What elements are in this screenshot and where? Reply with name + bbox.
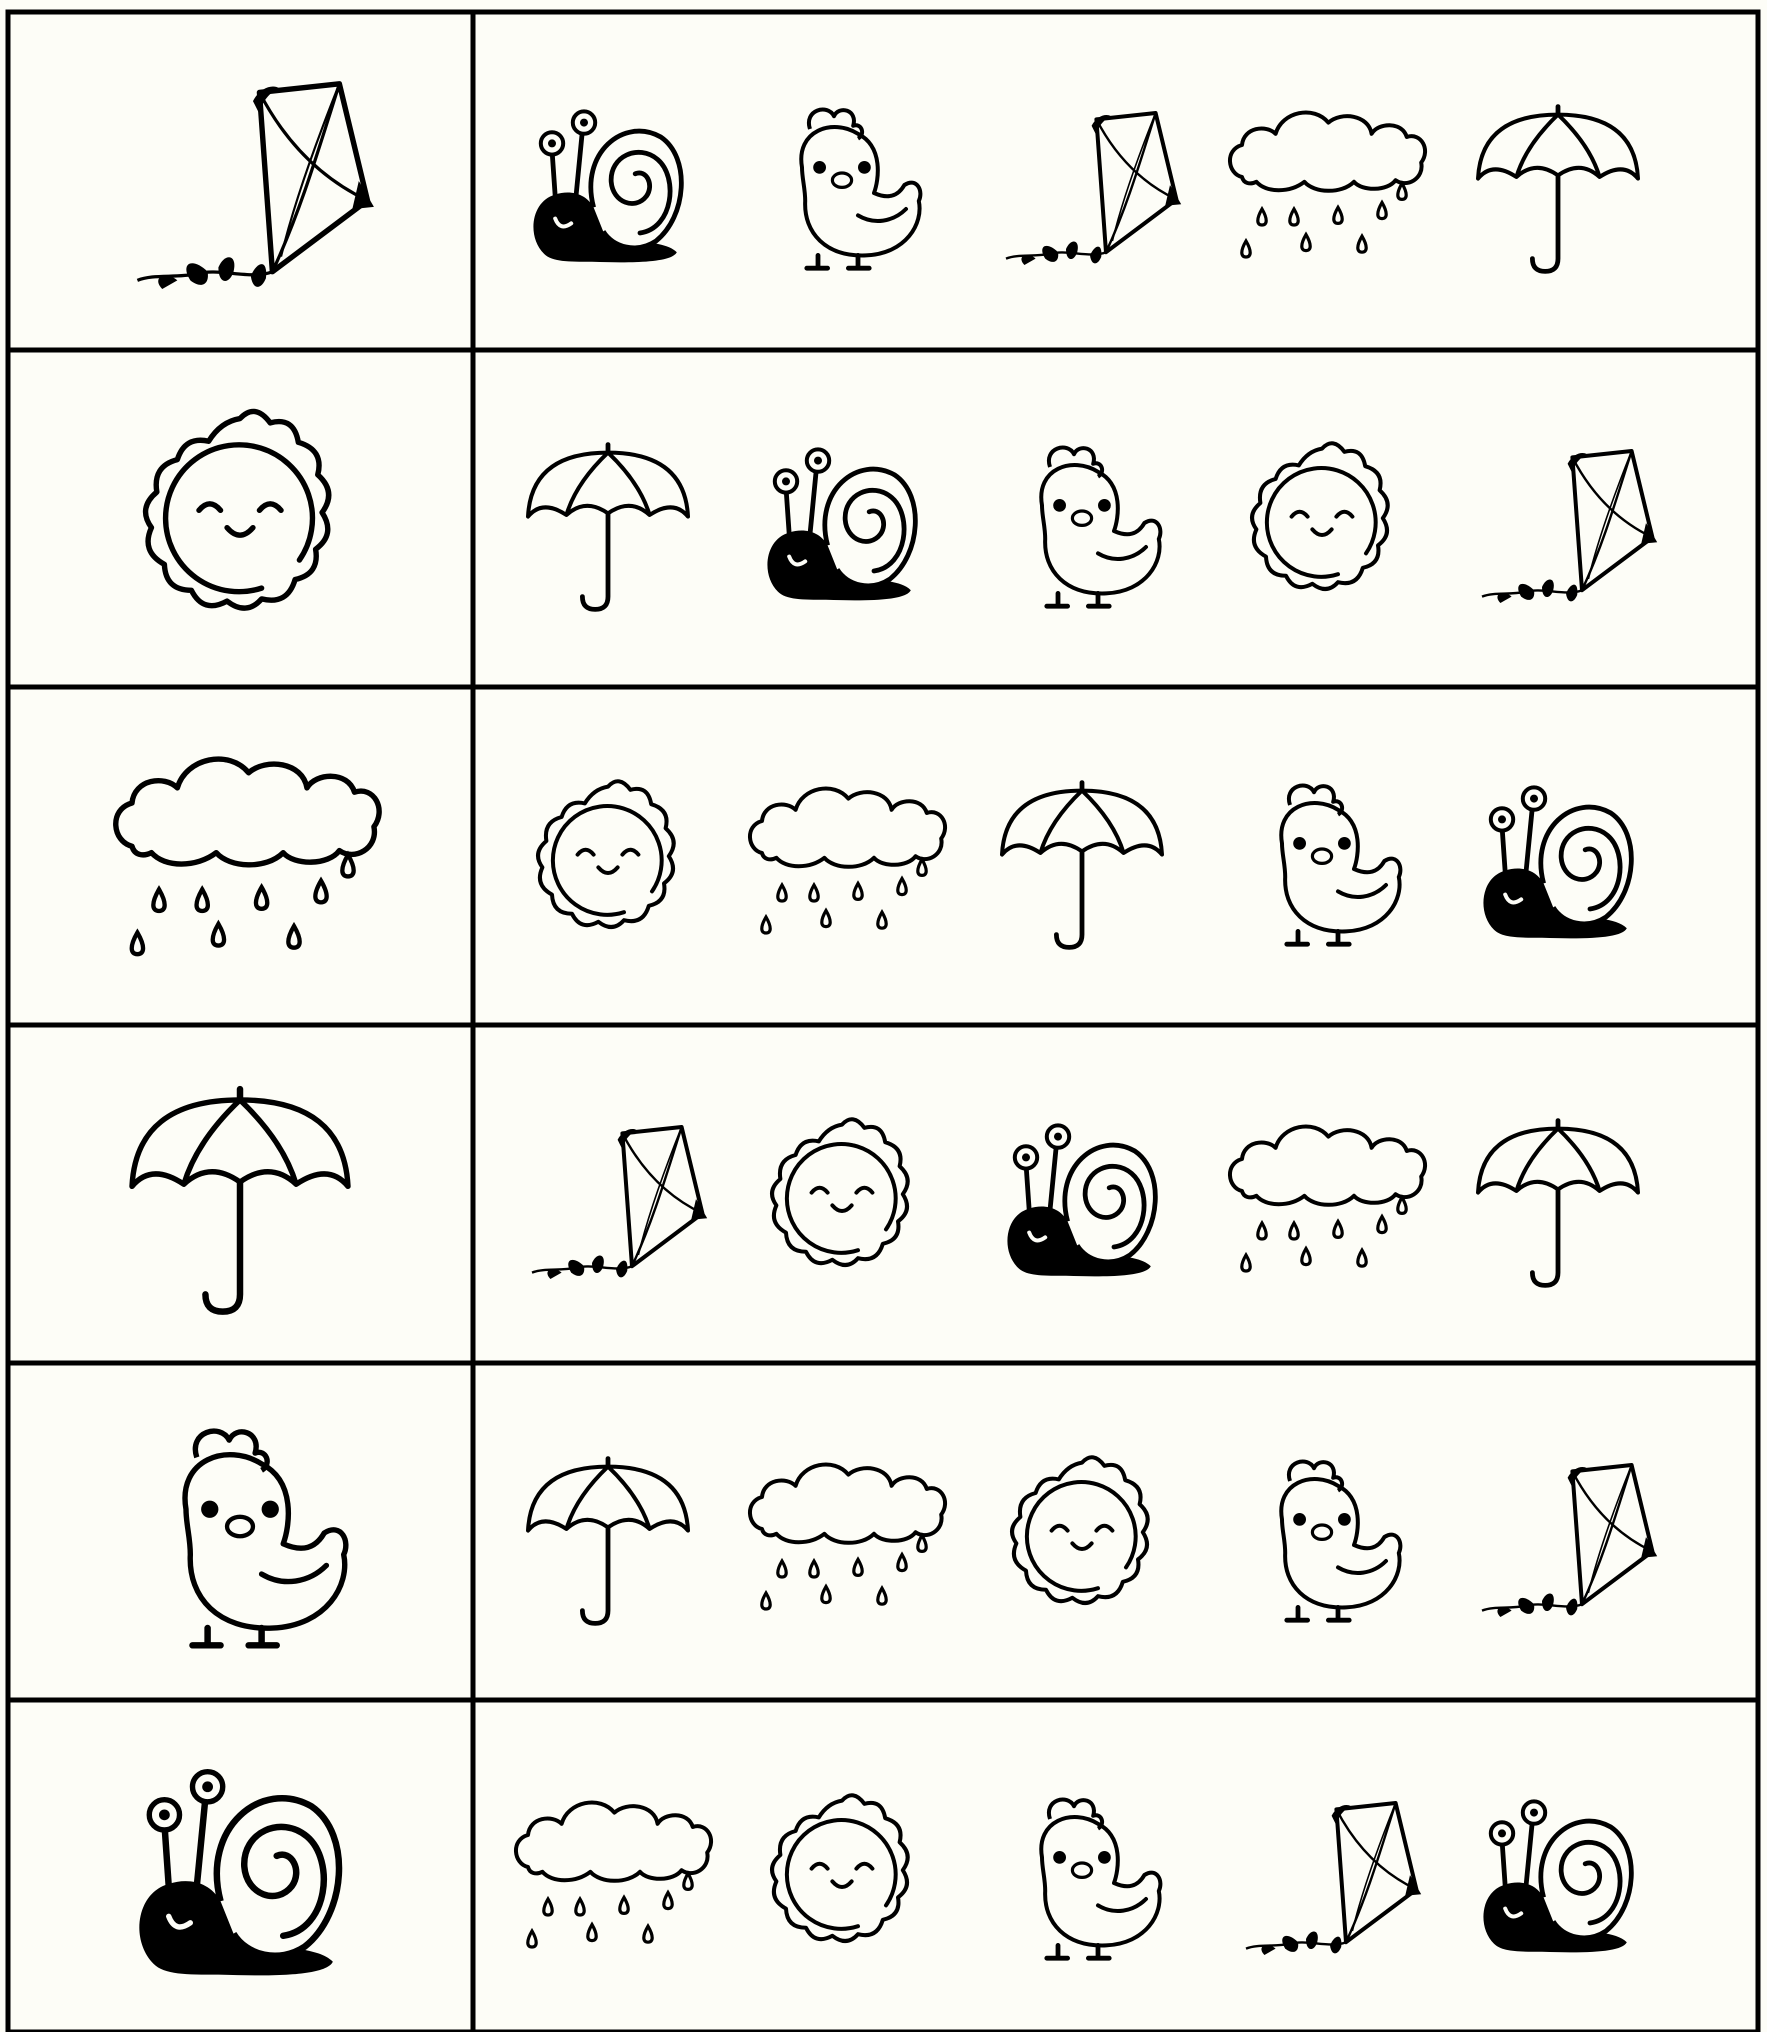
worksheet-background (0, 0, 1767, 2032)
matching-worksheet (0, 0, 1767, 2032)
